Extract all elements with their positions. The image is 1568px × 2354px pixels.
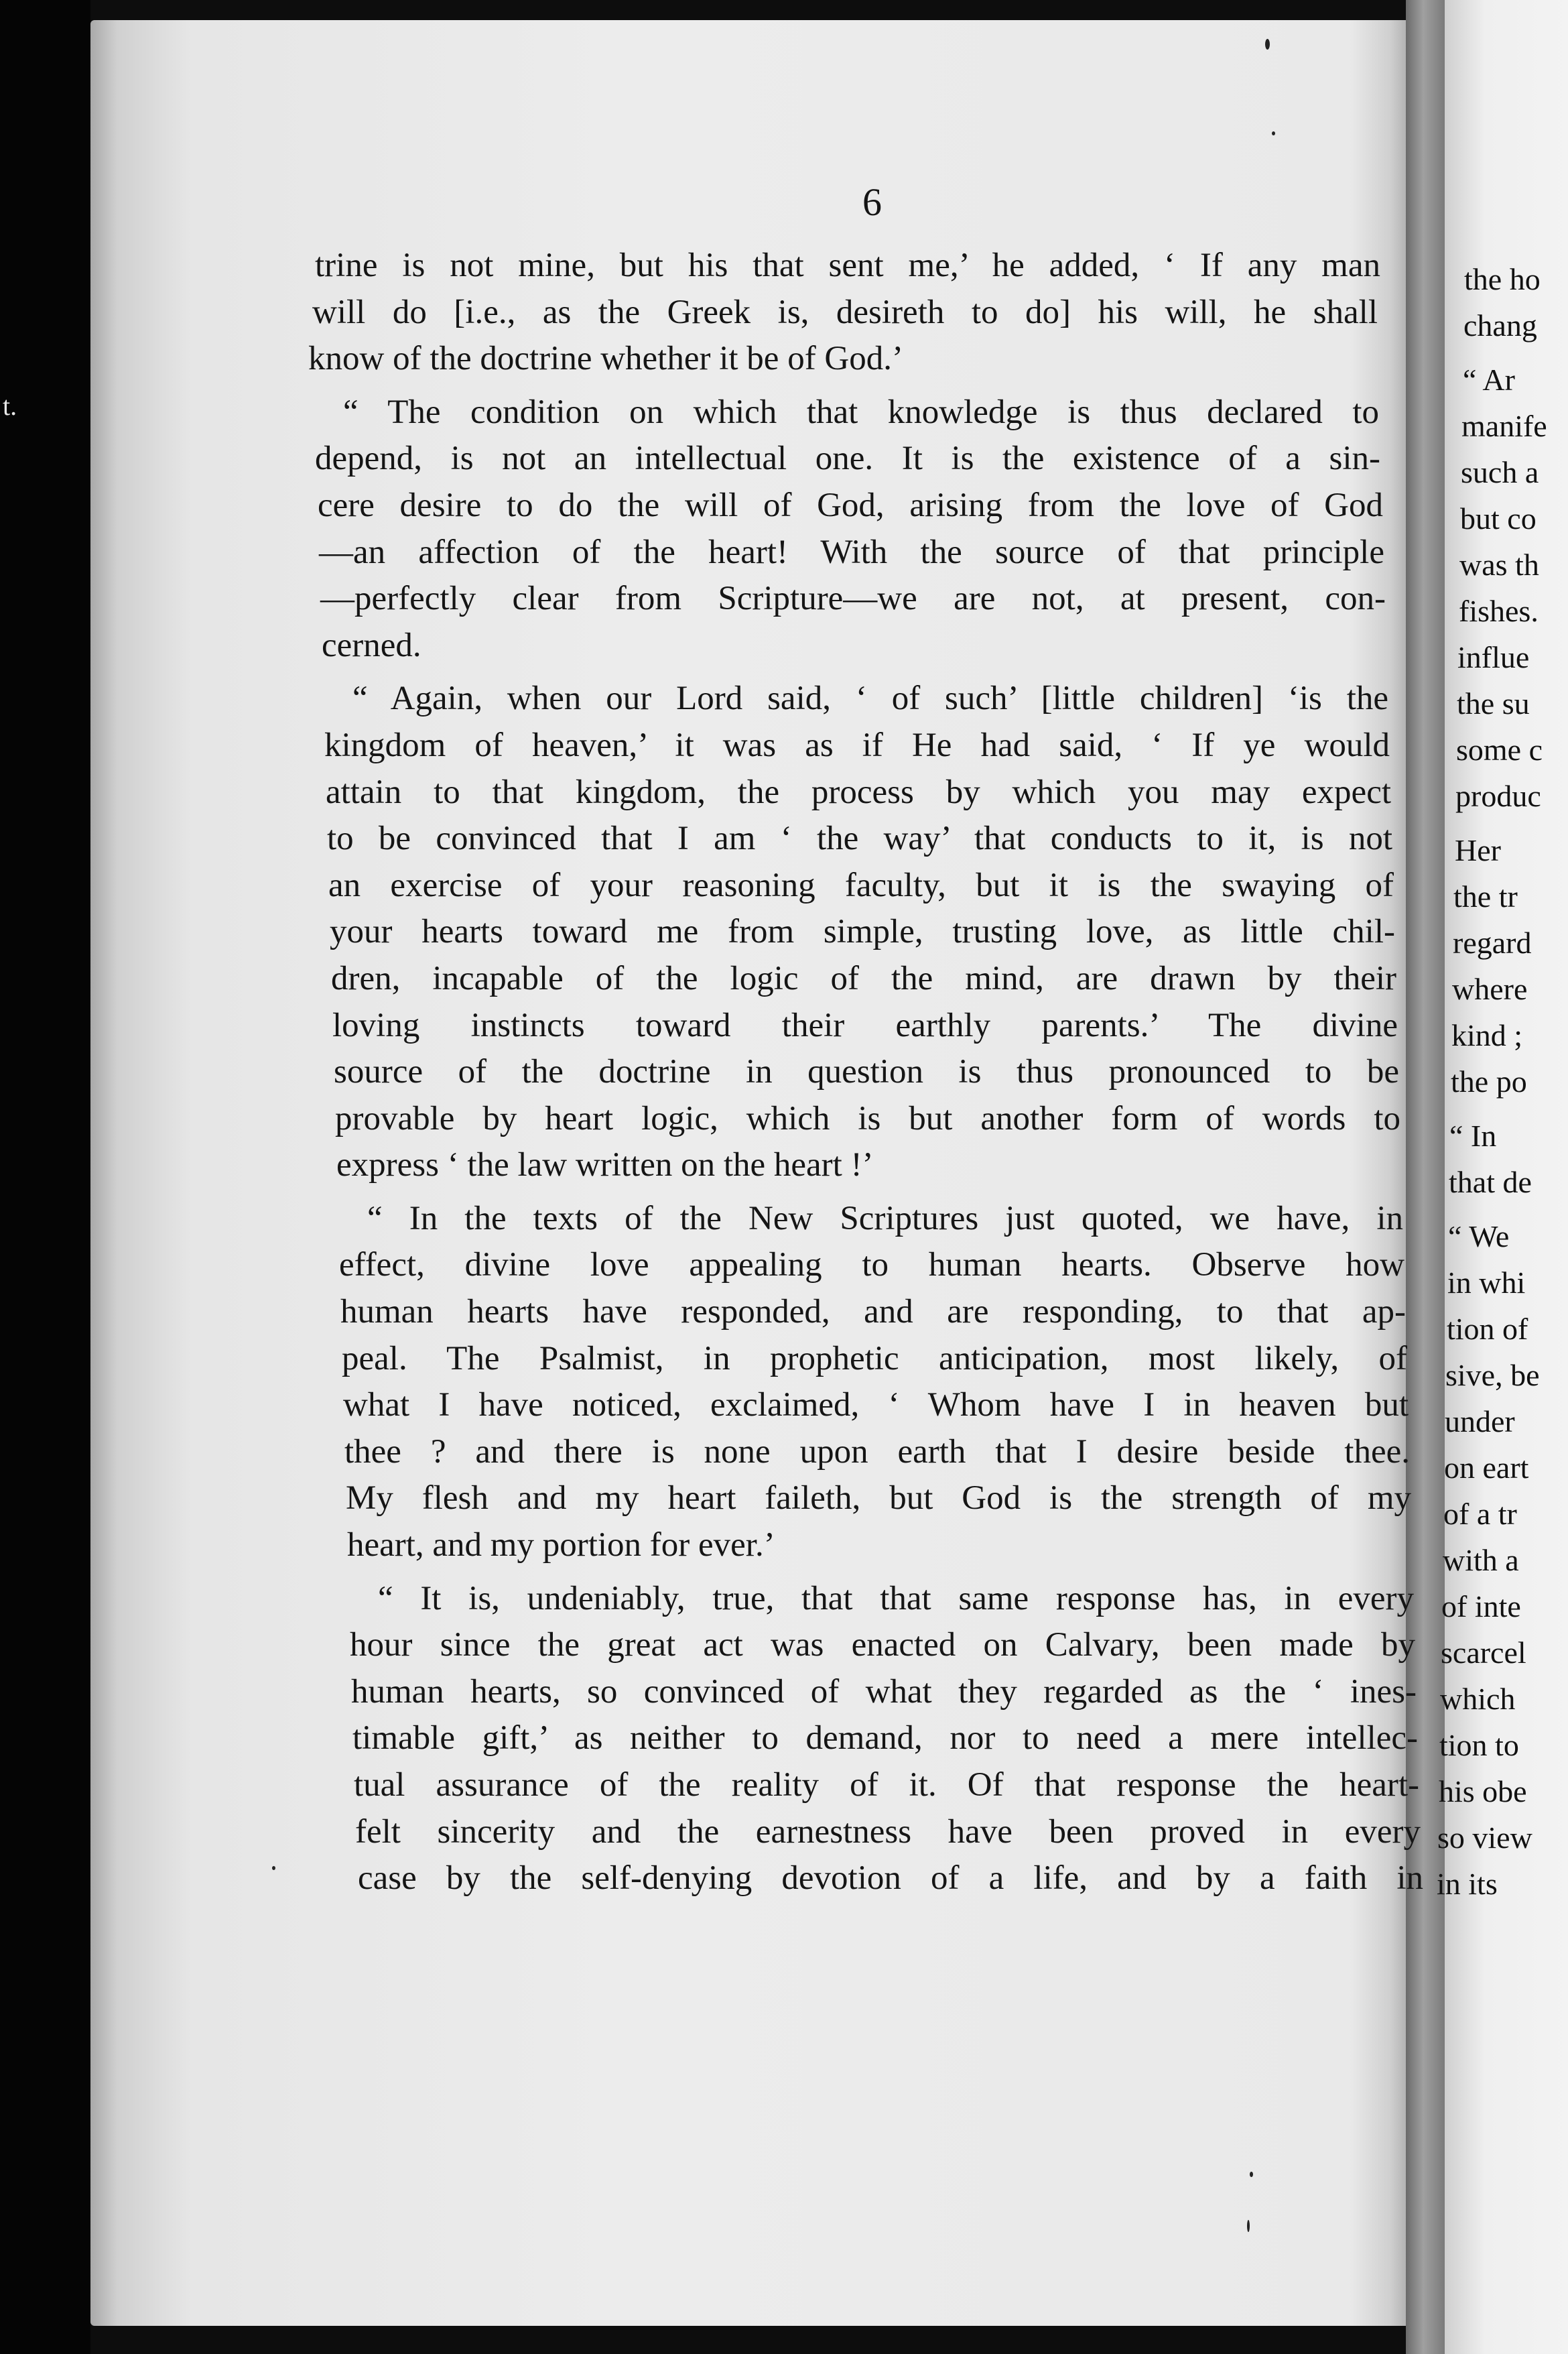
- text-line: cerned.: [322, 626, 421, 664]
- facing-page-fragment: the ho: [1464, 262, 1541, 296]
- facing-page-fragment: “ In: [1449, 1119, 1497, 1153]
- print-speck: [1247, 2220, 1250, 2232]
- facing-page-fragment: that de: [1449, 1165, 1532, 1199]
- facing-page-fragment: “ We: [1448, 1219, 1510, 1253]
- facing-page-fragment: some c: [1456, 733, 1543, 767]
- margin-mark: t.: [3, 391, 17, 421]
- facing-page-fragment: so view: [1437, 1820, 1532, 1855]
- text-line: “ In the texts of the New Scriptures just quoted, we have, in: [367, 1199, 1403, 1237]
- text-line: depend, is not an intellectual one. It is the existence of a sin-: [315, 440, 1380, 478]
- text-line: dren, incapable of the logic of the mind, are drawn by their: [331, 959, 1396, 997]
- text-line: “ It is, undeniably, true, that that same response has, in every: [378, 1579, 1414, 1617]
- text-line: timable gift,’ as neither to demand, nor to need a mere intellec-: [352, 1719, 1418, 1757]
- text-line: My flesh and my heart faileth, but God is the strength of my: [346, 1479, 1411, 1517]
- facing-page-fragment: scarcel: [1441, 1635, 1526, 1670]
- facing-page-fragment: kind ;: [1451, 1018, 1523, 1052]
- facing-page-fragment: manife: [1461, 409, 1547, 443]
- facing-page-fragment: produc: [1455, 779, 1541, 813]
- print-speck: [272, 1866, 275, 1870]
- facing-page-fragment: in whi: [1447, 1265, 1526, 1300]
- page-body-text: [308, 243, 1423, 1902]
- text-line: effect, divine love appealing to human hearts. Observe how: [339, 1246, 1404, 1284]
- facing-page-fragment: influe: [1457, 640, 1530, 674]
- facing-page-fragment: was th: [1459, 548, 1539, 582]
- facing-page-fragment: Her: [1455, 833, 1501, 867]
- print-speck: [1250, 2172, 1253, 2177]
- text-line: —an affection of the heart! With the source of that principle: [319, 533, 1384, 571]
- text-line: source of the doctrine in question is thus pronounced to be: [334, 1053, 1399, 1091]
- text-line: felt sincerity and the earnestness have been proved in every: [355, 1812, 1421, 1851]
- text-line: provable by heart logic, which is but another form of words to: [335, 1099, 1400, 1137]
- print-speck: [1265, 39, 1270, 50]
- facing-page-fragment: regard: [1453, 926, 1532, 960]
- text-line: —perfectly clear from Scripture—we are not, at present, con-: [320, 580, 1386, 618]
- facing-page-fragment: his obe: [1439, 1774, 1527, 1808]
- text-line: case by the self-denying devotion of a life, and by a faith in: [358, 1859, 1423, 1898]
- facing-page-fragment: tion of: [1447, 1312, 1528, 1346]
- facing-page-fragment: which: [1440, 1682, 1516, 1716]
- facing-page-fragment: where: [1452, 972, 1528, 1006]
- facing-page-fragment: such a: [1461, 455, 1539, 489]
- facing-page-fragment: fishes.: [1459, 594, 1539, 628]
- text-line: heart, and my portion for ever.’: [347, 1526, 775, 1564]
- page-number: 6: [862, 180, 882, 224]
- facing-page-fragment: sive, be: [1445, 1358, 1540, 1392]
- text-line: know of the doctrine whether it be of God.’: [308, 340, 903, 378]
- text-line: kingdom of heaven,’ it was as if He had said, ‘ If ye would: [324, 726, 1390, 764]
- text-line: cere desire to do the will of God, arising from the love of God: [318, 486, 1383, 524]
- text-line: human hearts have responded, and are responding, to that ap-: [340, 1293, 1406, 1331]
- facing-page-fragment: chang: [1463, 308, 1537, 343]
- facing-page-fragment: of a tr: [1443, 1497, 1517, 1531]
- left-dark-margin: [0, 0, 90, 2354]
- print-speck: [1272, 131, 1275, 135]
- text-line: “ Again, when our Lord said, ‘ of such’ [little children] ‘is the: [352, 680, 1388, 718]
- text-line: an exercise of your reasoning faculty, but it is the swaying of: [328, 866, 1394, 904]
- text-line: hour since the great act was enacted on Calvary, been made by: [350, 1626, 1415, 1664]
- text-line: will do [i.e., as the Greek is, desireth to do] his will, he shall: [312, 293, 1378, 331]
- facing-page-fragment: in its: [1437, 1867, 1498, 1901]
- text-line: loving instincts toward their earthly parents.’ The divine: [332, 1006, 1398, 1044]
- facing-page-fragment: the po: [1451, 1064, 1527, 1099]
- facing-page-fragment: the tr: [1453, 879, 1518, 914]
- text-line: your hearts toward me from simple, trusting love, as little chil-: [330, 913, 1395, 951]
- facing-page-fragment: with a: [1443, 1543, 1519, 1577]
- facing-page-fragment: the su: [1457, 686, 1530, 721]
- text-line: express ‘ the law written on the heart !’: [336, 1146, 874, 1184]
- text-line: attain to that kingdom, the process by which you may expect: [326, 773, 1391, 811]
- facing-page-fragment: under: [1445, 1404, 1515, 1438]
- text-line: thee ? and there is none upon earth that I desire beside thee.: [344, 1432, 1410, 1471]
- text-line: what I have noticed, exclaimed, ‘ Whom have I in heaven but: [343, 1386, 1409, 1424]
- text-line: human hearts, so convinced of what they regarded as the ‘ ines-: [351, 1672, 1417, 1711]
- text-line: peal. The Psalmist, in prophetic anticipation, most likely, of: [342, 1339, 1407, 1377]
- facing-page-fragment: tion to: [1439, 1728, 1519, 1762]
- text-line: to be convinced that I am ‘ the way’ that conducts to it, is not: [327, 820, 1392, 858]
- facing-page-fragment: but co: [1460, 501, 1537, 536]
- facing-page-fragment: on eart: [1444, 1450, 1529, 1485]
- text-line: tual assurance of the reality of it. Of that response the heart-: [354, 1766, 1419, 1804]
- facing-page-fragment: of inte: [1441, 1589, 1521, 1623]
- text-line: trine is not mine, but his that sent me,’ he added, ‘ If any man: [315, 247, 1380, 284]
- book-gutter: [1406, 0, 1445, 2354]
- text-line: “ The condition on which that knowledge is thus declared to: [343, 393, 1379, 431]
- facing-page-fragment: “ Ar: [1463, 363, 1515, 397]
